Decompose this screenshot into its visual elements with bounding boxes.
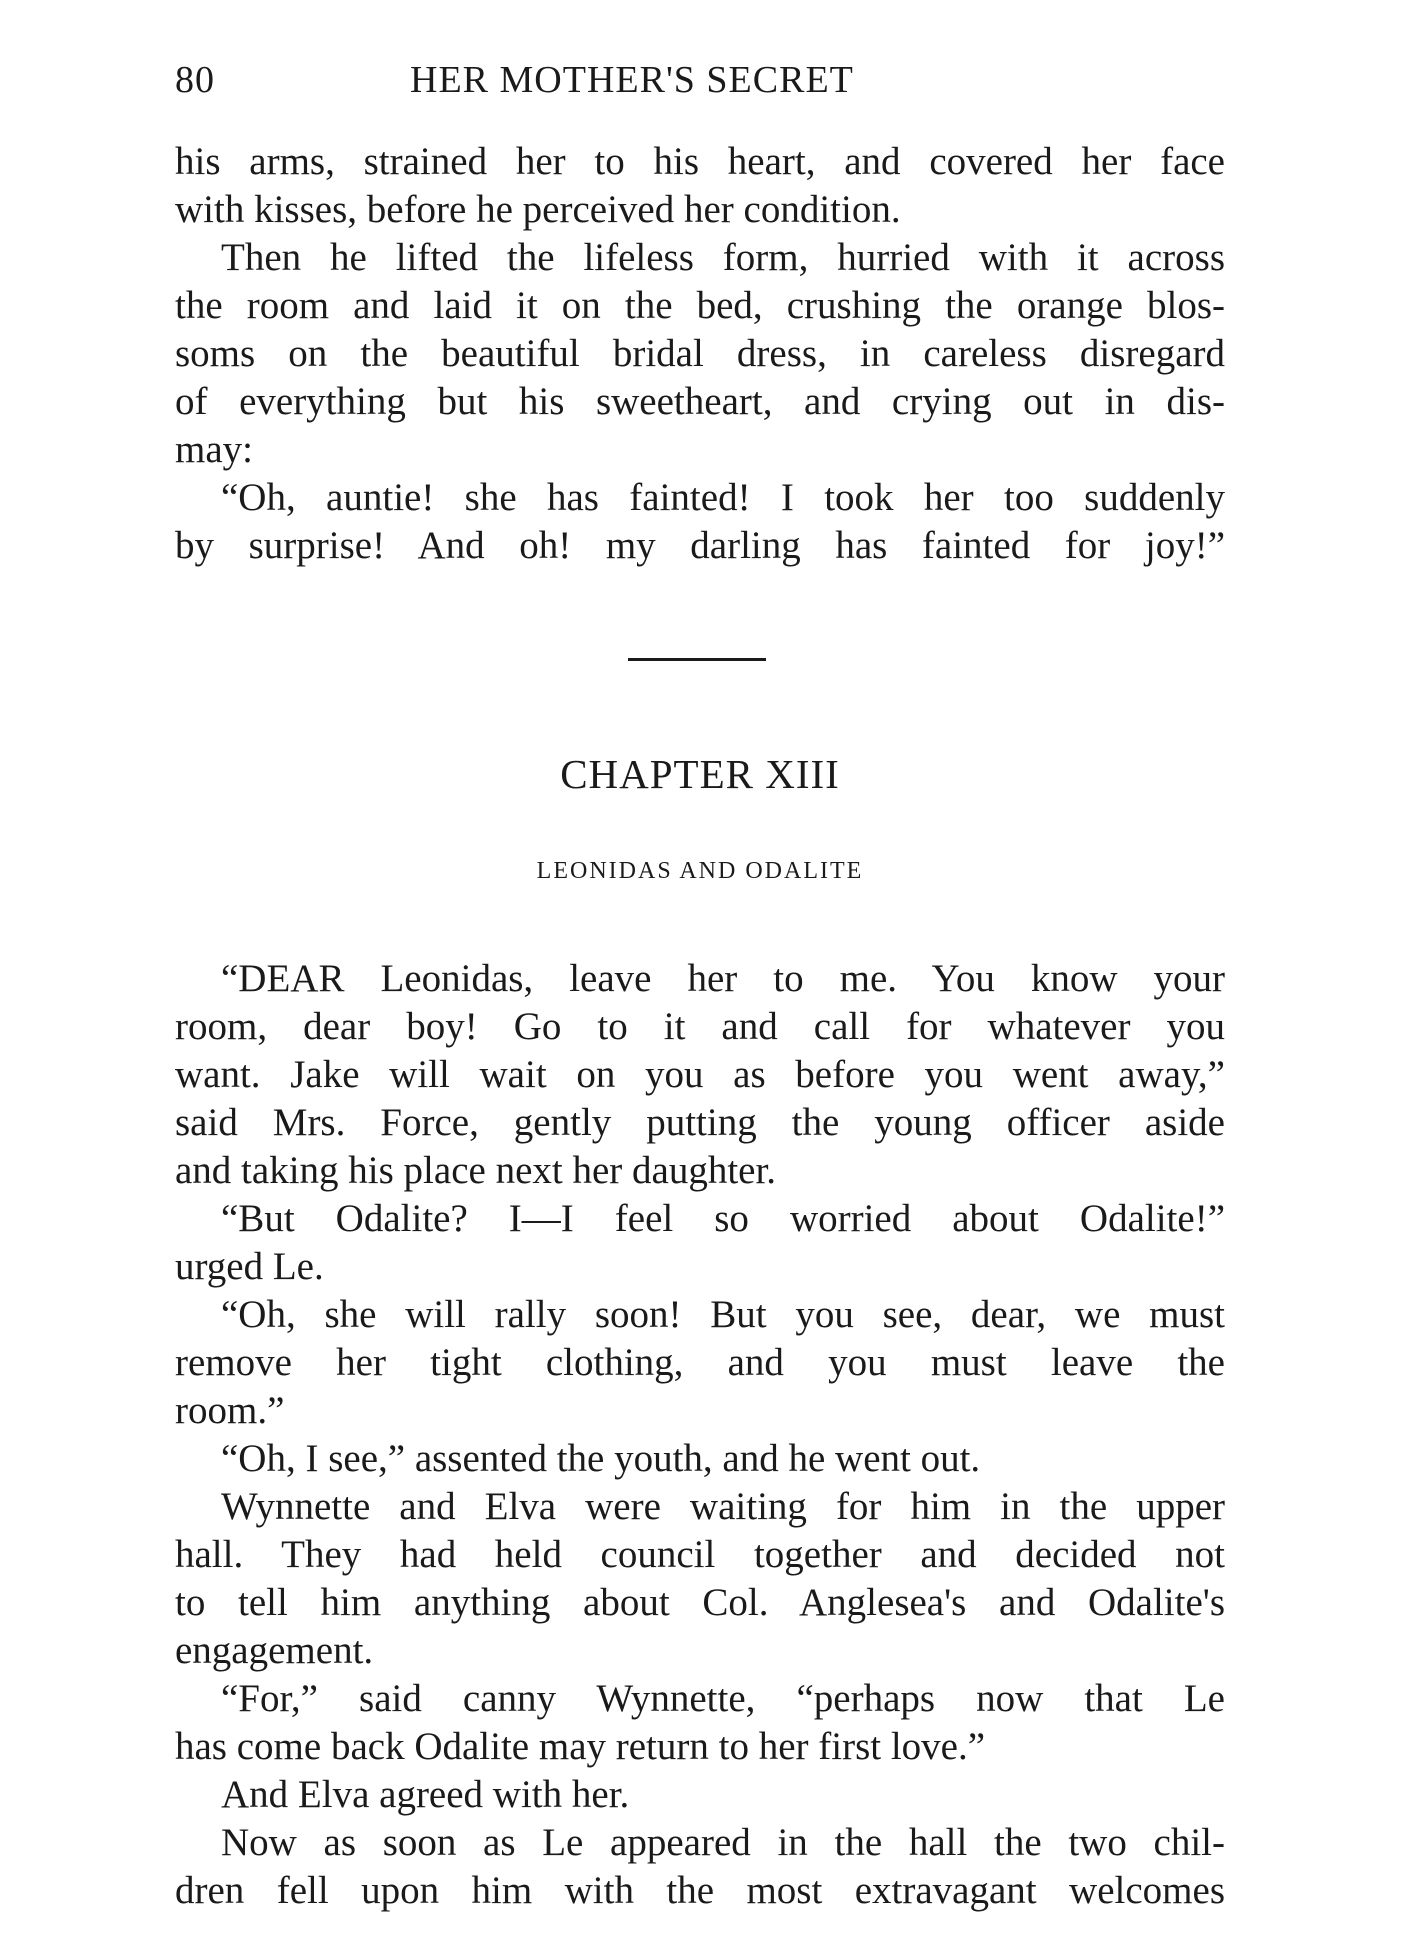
running-head xyxy=(175,58,1235,106)
text-line: Then he lifted the lifeless form, hurried with it across xyxy=(221,236,1225,279)
text-line: has come back Odalite may return to her first love.” xyxy=(175,1725,986,1768)
text-line: “But Odalite? I—I feel so worried about Odalite!” xyxy=(221,1197,1225,1240)
text-line: may: xyxy=(175,428,253,471)
chapter-body xyxy=(175,955,1225,1915)
text-line: “DEAR Leonidas, leave her to me. You know your xyxy=(221,957,1225,1000)
book-title: HER MOTHER'S SECRET xyxy=(410,59,854,101)
chapter-title: CHAPTER XIII xyxy=(560,751,840,797)
text-line: with kisses, before he perceived her condition. xyxy=(175,188,901,231)
text-line: said Mrs. Force, gently putting the young officer aside xyxy=(175,1101,1225,1144)
text-line: Now as soon as Le appeared in the hall the two chil- xyxy=(221,1821,1225,1864)
text-line: dren fell upon him with the most extravagant welcomes xyxy=(175,1869,1225,1912)
text-line: remove her tight clothing, and you must leave the xyxy=(175,1341,1225,1384)
text-line: “Oh, she will rally soon! But you see, dear, we must xyxy=(221,1293,1225,1336)
text-line: “For,” said canny Wynnette, “perhaps now that Le xyxy=(221,1677,1225,1720)
text-line: room.” xyxy=(175,1389,285,1432)
text-line: And Elva agreed with her. xyxy=(221,1773,630,1816)
text-line: “Oh, auntie! she has fainted! I took her too suddenly xyxy=(221,476,1225,519)
text-line: of everything but his sweetheart, and crying out in dis- xyxy=(175,380,1225,423)
text-line: “Oh, I see,” assented the youth, and he went out. xyxy=(221,1437,981,1480)
text-line: engagement. xyxy=(175,1629,374,1672)
page-number: 80 xyxy=(175,59,215,101)
text-line: by surprise! And oh! my darling has fainted for joy!” xyxy=(175,524,1225,567)
text-line: his arms, strained her to his heart, and covered her face xyxy=(175,140,1225,183)
text-line: to tell him anything about Col. Anglesea's and Odalite's xyxy=(175,1581,1225,1624)
text-line: room, dear boy! Go to it and call for whatever you xyxy=(175,1005,1225,1048)
text-line: and taking his place next her daughter. xyxy=(175,1149,777,1192)
text-line: want. Jake will wait on you as before you went away,” xyxy=(175,1053,1225,1096)
text-line: hall. They had held council together and decided not xyxy=(175,1533,1225,1576)
top-paragraphs xyxy=(175,138,1225,570)
section-divider xyxy=(628,658,766,661)
text-line: urged Le. xyxy=(175,1245,324,1288)
text-line: the room and laid it on the bed, crushing the orange blos- xyxy=(175,284,1225,327)
text-line: soms on the beautiful bridal dress, in careless disregard xyxy=(175,332,1225,375)
chapter-subtitle: LEONIDAS AND ODALITE xyxy=(536,858,864,884)
text-line: Wynnette and Elva were waiting for him in the upper xyxy=(221,1485,1225,1528)
